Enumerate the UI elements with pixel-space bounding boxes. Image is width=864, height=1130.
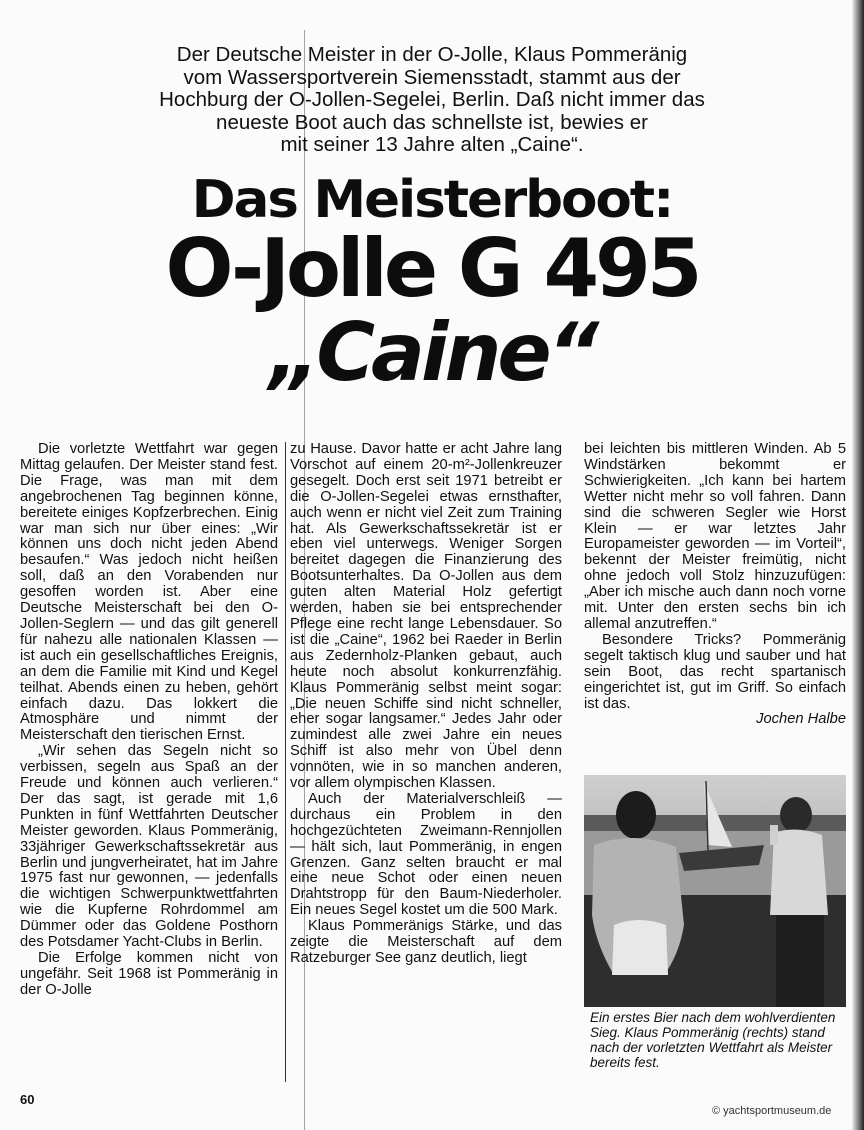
- article-column-2: [290, 442, 562, 967]
- paragraph: Die vorletzte Wettfahrt war gegen Mittag gelaufen. Der Meister stand fest. Die Frage, was man mit dem angebrochenen Tag beginnen könne, bereitete einiges Kopfzerbrechen. Einig war man sich nur über eines: „Wir können uns doch nicht jeden Abend besaufen.“ Was jedoch nicht heißen soll, daß an den Vorabenden nur gesoffen worden ist. Aber eine Deutsche Meisterschaft bei den O-Jollen-Seglern — und das gilt generell für nahezu alle nationalen Klassen — ist auch ein gesellschaftliches Ereignis, an dem die Familie mit Kind und Kegel teilhat. Abends einen zu heben, gehört einfach dazu. Das lokkert die Atmosphäre und nimmt der Meisterschaft den tierischen Ernst.: [20, 441, 278, 744]
- intro-line: Hochburg der O-Jollen-Segelei, Berlin. Daß nicht immer das: [159, 88, 705, 111]
- photo-caption: Ein erstes Bier nach dem wohlverdienten Sieg. Klaus Pommeränig (rechts) stand nach der vorletzten Wettfahrt als Meister bereits fest.: [590, 1010, 836, 1070]
- intro-line: vom Wassersportverein Siemensstadt, stammt aus der: [183, 65, 681, 89]
- scan-edge-shadow: [852, 0, 864, 1130]
- intro-text: [20, 44, 844, 157]
- page-number: 60: [20, 1092, 35, 1107]
- scan-fold-line: [304, 30, 305, 1130]
- article-column-3: [584, 442, 846, 728]
- headline-line-2: O-Jolle G 495: [165, 222, 699, 315]
- author-name: Jochen Halbe: [756, 711, 846, 728]
- paragraph: Die Erfolge kommen nicht von ungefähr. Seit 1968 ist Pommeränig in der O-Jolle: [20, 950, 278, 998]
- column-divider: [285, 442, 286, 1082]
- paragraph: zu Hause. Davor hatte er acht Jahre lang Vorschot auf einem 20-m²-Jollenkreuzer gesegelt. Doch erst seit 1971 betreibt er die O-Jollen-Segelei etwas ernsthafter, auch wenn er nicht viel Zeit zum Training hat. Als Gewerkschaftssekretär ist er eben viel unterwegs. Weniger Sorgen bereitet dagegen die Finanzierung des Bootsunterhaltes. Da O-Jollen aus dem guten alten Material Holz gefertigt werden, haben sie bei entsprechender Pflege eine recht lange Lebensdauer. So ist die „Caine“, 1962 bei Raeder in Berlin aus Zedernholz-Planken gebaut, auch heute noch absolut konkurrenzfähig. Klaus Pommeränig selbst meint sogar: „Die neuen Schiffe sind nicht schneller, eher sogar langsamer.“ Jedes Jahr oder zumindest alle zwei Jahre ein neues Schiff ist also mehr von Übel denn vonnöten, wie in so manchen anderen, vor allem olympischen Klassen.: [290, 441, 562, 792]
- paragraph: Besondere Tricks? Pommeränig segelt taktisch klug und sauber und hat sein Boot, das recht spartanisch eingerichtet ist, gut im Griff. So einfach ist das.: [584, 631, 846, 712]
- paragraph: Auch der Materialverschleiß — durchaus ein Problem in den hochgezüchteten Zweimann-Rennjollen — hält sich, laut Pommeränig, in engen Grenzen. Ganz selten braucht er mal eine neue Schot oder einen neuen Drahtstropp für den Baum-Niederholer. Ein neues Segel kostet um die 500 Mark.: [290, 790, 562, 919]
- headline-line-1: Das Meisterboot:: [191, 170, 673, 230]
- photo-sailors: [584, 775, 846, 1007]
- paragraph: bei leichten bis mittleren Winden. Ab 5 Windstärken bekommt er Schwierigkeiten. „Ich kann bei hartem Wetter nicht mehr so voll fahren. Dann sind die schweren Segler wie Horst Klein — er war letztes Jahr Europameister geworden — im Vorteil“, bekennt der Meister freimütig, nicht ohne jedoch voll Stolz hinzuzufügen: „Aber ich mische auch dann noch vorne mit. Unter den ersten sechs bin ich allemal anzutreffen.“: [584, 441, 846, 632]
- headline-line-3: „Caine“: [268, 306, 596, 399]
- intro-line: Der Deutsche Meister in der O-Jolle, Klaus Pommeränig: [176, 43, 688, 66]
- intro-line: neueste Boot auch das schnellste ist, bewies er: [216, 110, 648, 134]
- paragraph: Klaus Pommeränigs Stärke, und das zeigte die Meisterschaft auf dem Ratzeburger See ganz deutlich, liegt: [290, 918, 562, 966]
- article-column-1: [20, 442, 278, 999]
- source-credit: © yachtsportmuseum.de: [712, 1105, 832, 1117]
- intro-line: mit seiner 13 Jahre alten „Caine“.: [280, 133, 584, 156]
- photo-image: [584, 775, 846, 1007]
- paragraph: „Wir sehen das Segeln nicht so verbissen, segeln aus Spaß an der Freude und können auch verlieren.“ Der das sagt, ist gerade mit 1,6 Punkten in fünf Wettfahrten Deutscher Meister geworden. Klaus Pommeränig, 33jähriger Gewerkschaftssekretär aus Berlin und jungverheiratet, hat im Jahre 1975 fast nur gewonnen, — jedenfalls die wichtigen Schwerpunktwettfahrten wie die Kupferne Rohrdommel am Dümmer oder das Goldene Posthorn des Potsdamer Yacht-Clubs in Berlin.: [20, 743, 278, 951]
